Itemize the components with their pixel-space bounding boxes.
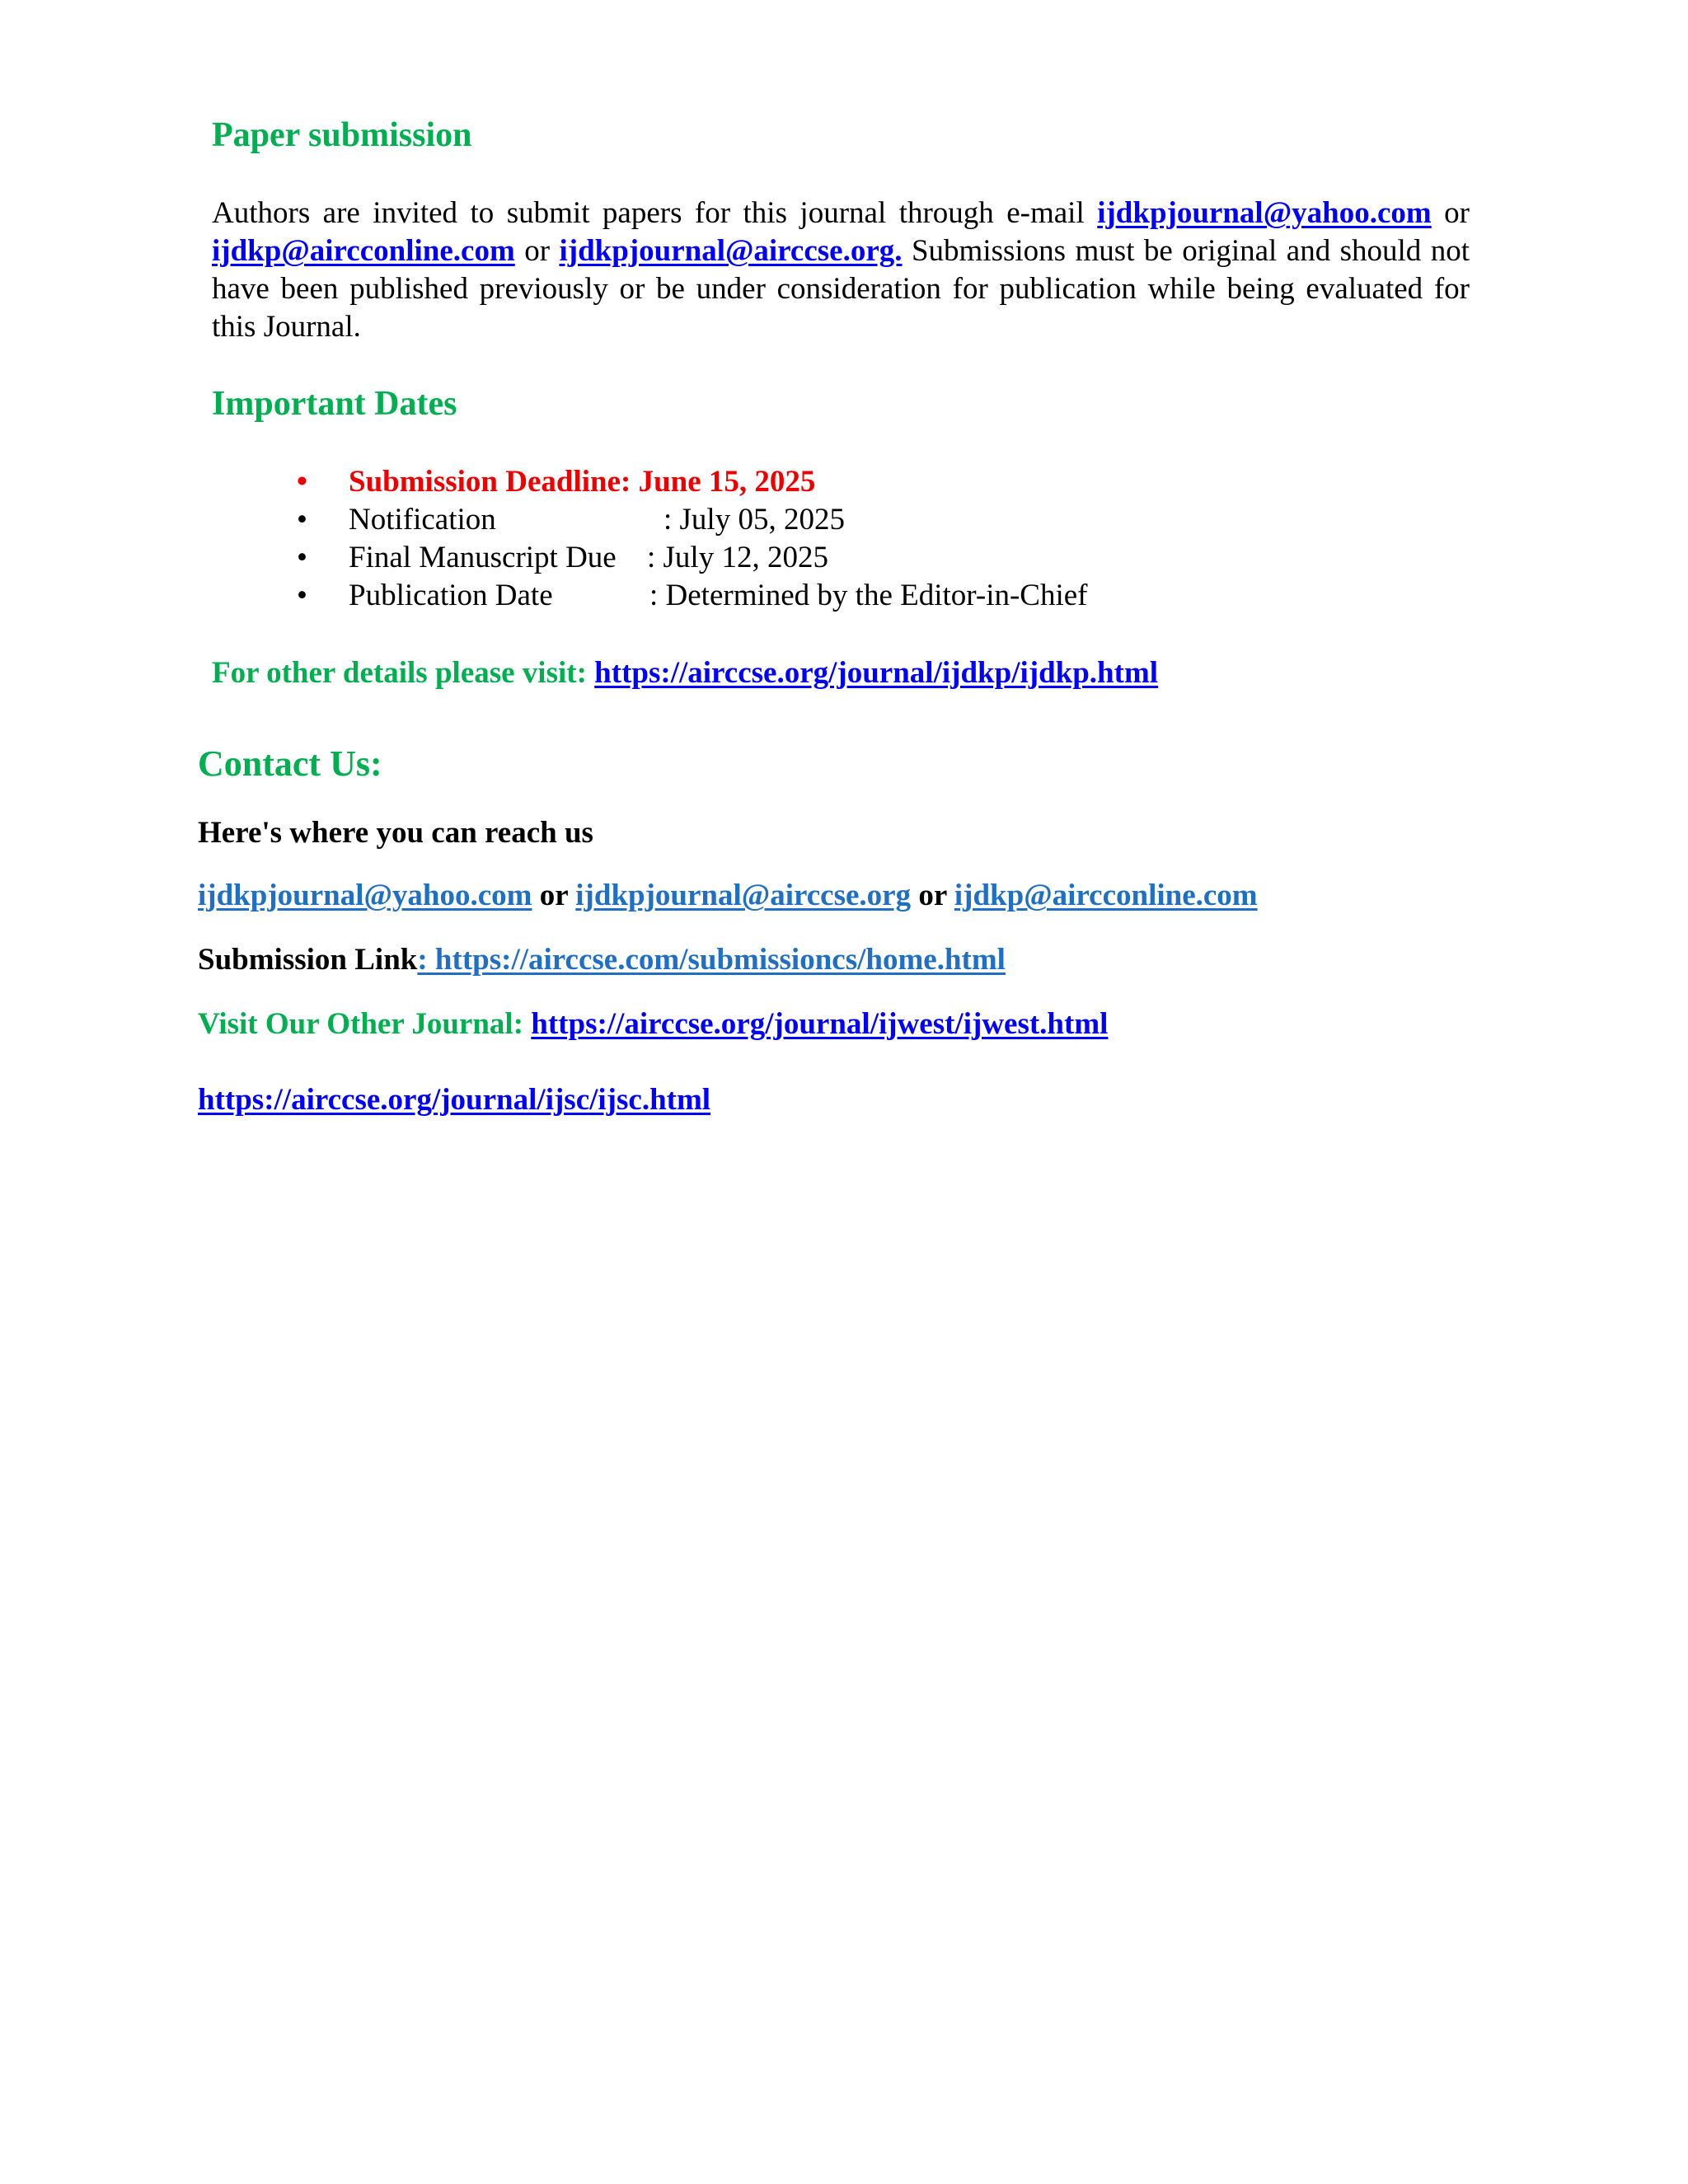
date-value: Determined by the Editor-in-Chief xyxy=(665,579,1088,612)
date-item-publication-date xyxy=(297,577,1088,615)
date-label: Submission Deadline xyxy=(349,465,621,499)
other-details-line xyxy=(212,654,1158,692)
other-details-label: For other details please visit: xyxy=(212,656,587,690)
date-label: Final Manuscript Due xyxy=(349,541,617,574)
email-link-yahoo[interactable]: ijdkpjournal@yahoo.com xyxy=(1097,196,1432,230)
other-journal-link-ijsc[interactable]: https://airccse.org/journal/ijsc/ijsc.html xyxy=(198,1083,711,1117)
date-separator: : xyxy=(663,503,673,537)
contact-email-airccse[interactable]: ijdkpjournal@airccse.org xyxy=(575,879,912,912)
or-text: or xyxy=(524,234,551,268)
other-journal-link-ijwest[interactable]: https://airccse.org/journal/ijwest/ijwest.html xyxy=(531,1007,1109,1041)
date-item-submission-deadline xyxy=(297,463,1088,501)
submission-body-text: Submissions must be original and should not have been published previously or be under consideration for publication while being evaluated for this Journal. xyxy=(212,234,1470,344)
email-link-aircconline[interactable]: ijdkp@aircconline.com xyxy=(212,234,515,268)
important-dates-heading: Important Dates xyxy=(212,385,457,423)
paper-submission-paragraph xyxy=(212,194,1470,346)
submission-link[interactable]: : https://airccse.com/submissioncs/home.html xyxy=(417,943,1006,977)
or-text: or xyxy=(539,879,569,912)
other-journal-line xyxy=(198,1005,1108,1043)
or-text: or xyxy=(918,879,947,912)
or-text: or xyxy=(1444,196,1470,230)
important-dates-list xyxy=(297,463,1088,615)
date-item-notification xyxy=(297,501,1088,539)
other-journal-label: Visit Our Other Journal: xyxy=(198,1007,524,1041)
submission-link-line xyxy=(198,941,1006,979)
intro-text: Authors are invited to submit papers for this journal through e-mail xyxy=(212,196,1085,230)
submission-link-label: Submission Link xyxy=(198,943,418,977)
date-value: July 05, 2025 xyxy=(679,503,845,537)
paper-submission-heading: Paper submission xyxy=(212,116,472,154)
contact-emails-line xyxy=(198,877,1258,915)
other-journal-link-line xyxy=(198,1081,710,1119)
contact-subheading: Here's where you can reach us xyxy=(198,816,593,850)
bullet-icon: • xyxy=(297,579,307,612)
date-value: June 15, 2025 xyxy=(638,465,816,499)
email-link-airccse[interactable]: ijdkpjournal@airccse.org. xyxy=(559,234,903,268)
contact-heading: Contact Us: xyxy=(198,743,382,784)
date-separator: : xyxy=(647,541,656,574)
journal-page-link[interactable]: https://airccse.org/journal/ijdkp/ijdkp.html xyxy=(594,656,1159,690)
date-value: July 12, 2025 xyxy=(663,541,828,574)
date-separator: : xyxy=(621,465,631,499)
contact-email-aircconline[interactable]: ijdkp@aircconline.com xyxy=(954,879,1258,912)
date-item-final-manuscript xyxy=(297,539,1088,577)
date-label: Publication Date xyxy=(349,579,553,612)
bullet-icon: • xyxy=(297,465,307,499)
contact-email-yahoo[interactable]: ijdkpjournal@yahoo.com xyxy=(198,879,532,912)
date-label: Notification xyxy=(349,503,496,537)
bullet-icon: • xyxy=(297,503,307,537)
date-separator: : xyxy=(649,579,659,612)
bullet-icon: • xyxy=(297,541,307,574)
